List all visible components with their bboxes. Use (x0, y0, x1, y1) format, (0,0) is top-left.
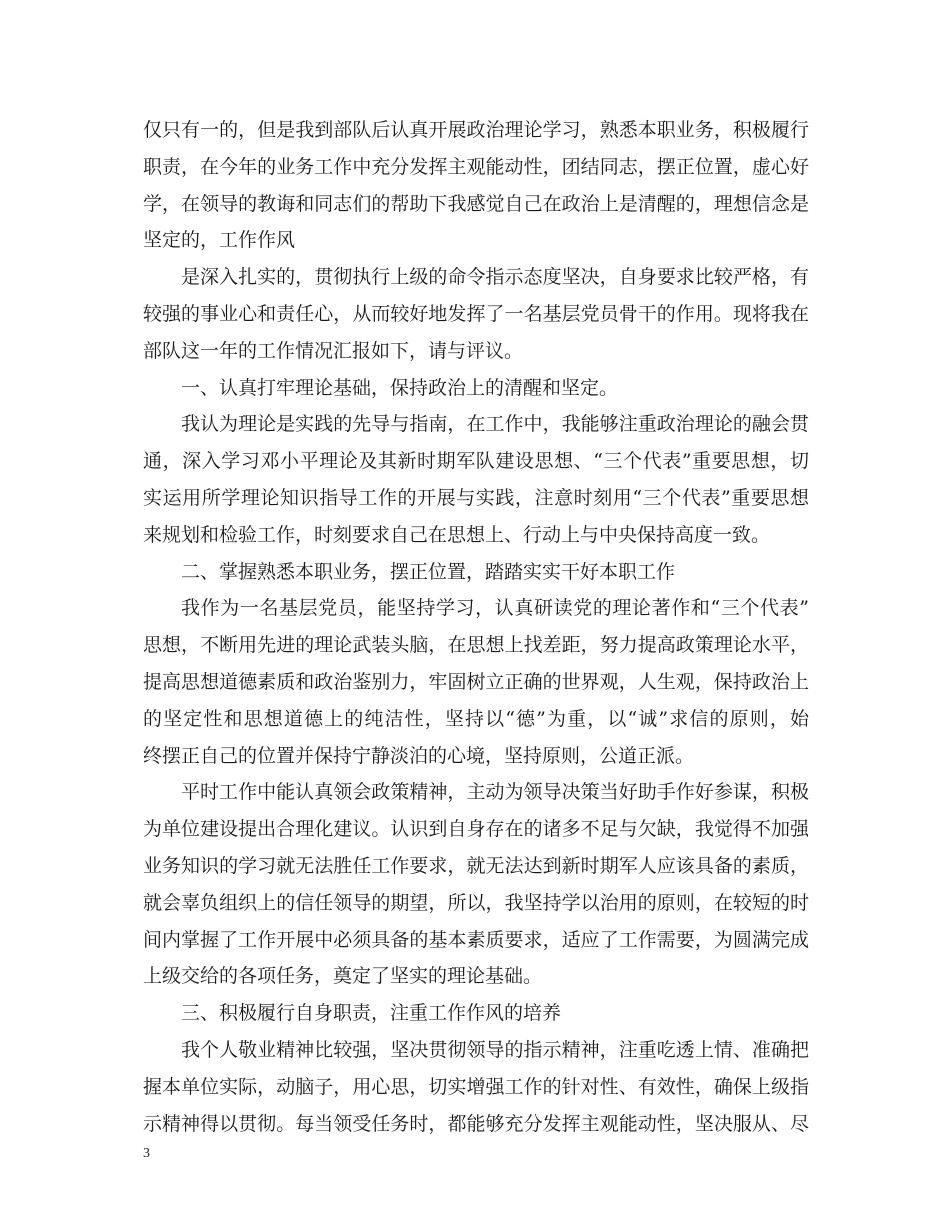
text-line: 就会辜负组织上的信任领导的期望，所以，我坚持学以治用的原则，在较短的时 (143, 891, 809, 914)
text-line: 示精神得以贯彻。每当领受任务时，都能够充分发挥主观能动性，坚决服从、尽 (143, 1112, 809, 1135)
text-line: 职责，在今年的业务工作中充分发挥主观能动性，团结同志，摆正位置，虚心好 (143, 155, 809, 178)
text-line: 一、认真打牢理论基础，保持政治上的清醒和坚定。 (181, 376, 619, 399)
text-line: 通，深入学习邓小平理论及其新时期军队建设思想、“三个代表”重要思想，切 (143, 450, 809, 473)
text-line: 仅只有一的，但是我到部队后认真开展政治理论学习，熟悉本职业务，积极履行 (143, 119, 809, 141)
text-line: 终摆正自己的位置并保持宁静淡泊的心境，坚持原则，公道正派。 (143, 744, 695, 767)
text-line: 业务知识的学习就无法胜任工作要求，就无法达到新时期军人应该具备的素质， (143, 854, 809, 877)
text-line: 二、掌握熟悉本职业务，摆正位置，踏踏实实干好本职工作 (181, 560, 676, 583)
text-line: 我认为理论是实践的先导与指南，在工作中，我能够注重政治理论的融会贯 (181, 413, 809, 436)
text-line: 部队这一年的工作情况汇报如下，请与评议。 (143, 339, 524, 362)
body-text (143, 112, 809, 1142)
text-line: 学，在领导的教诲和同志们的帮助下我感觉自己在政治上是清醒的，理想信念是 (143, 192, 809, 215)
text-line: 是深入扎实的，贯彻执行上级的命令指示态度坚决，自身要求比较严格，有 (181, 266, 809, 289)
text-line: 来规划和检验工作，时刻要求自己在思想上、行动上与中央保持高度一致。 (143, 523, 771, 546)
text-line: 思想，不断用先进的理论武装头脑，在思想上找差距，努力提高政策理论水平， (143, 634, 809, 657)
text-line: 三、积极履行自身职责，注重工作作风的培养 (181, 1002, 562, 1025)
text-line: 平时工作中能认真领会政策精神，主动为领导决策当好助手作好参谋，积极 (181, 781, 809, 804)
text-line: 实运用所学理论知识指导工作的开展与实践，注意时刻用“三个代表”重要思想 (143, 486, 809, 509)
text-line: 为单位建设提出合理化建议。认识到自身存在的诸多不足与欠缺，我觉得不加强 (143, 818, 809, 841)
text-line: 我作为一名基层党员，能坚持学习，认真研读党的理论著作和“三个代表” (181, 597, 809, 620)
text-line: 间内掌握了工作开展中必须具备的基本素质要求，适应了工作需要，为圆满完成 (143, 928, 809, 951)
text-line: 握本单位实际，动脑子，用心思，切实增强工作的针对性、有效性，确保上级指 (143, 1075, 809, 1098)
page-number: 3 (143, 1146, 150, 1161)
text-line: 坚定的，工作作风 (143, 229, 296, 252)
text-line: 上级交给的各项任务，奠定了坚实的理论基础。 (143, 965, 543, 988)
text-line: 我个人敬业精神比较强，坚决贯彻领导的指示精神，注重吃透上情、准确把 (181, 1038, 809, 1061)
text-line: 提高思想道德素质和政治鉴别力，牢固树立正确的世界观，人生观，保持政治上 (143, 670, 809, 693)
text-line: 较强的事业心和责任心，从而较好地发挥了一名基层党员骨干的作用。现将我在 (143, 302, 809, 325)
text-line: 的坚定性和思想道德上的纯洁性，坚持以“德”为重，以“诚”求信的原则，始 (143, 707, 809, 730)
